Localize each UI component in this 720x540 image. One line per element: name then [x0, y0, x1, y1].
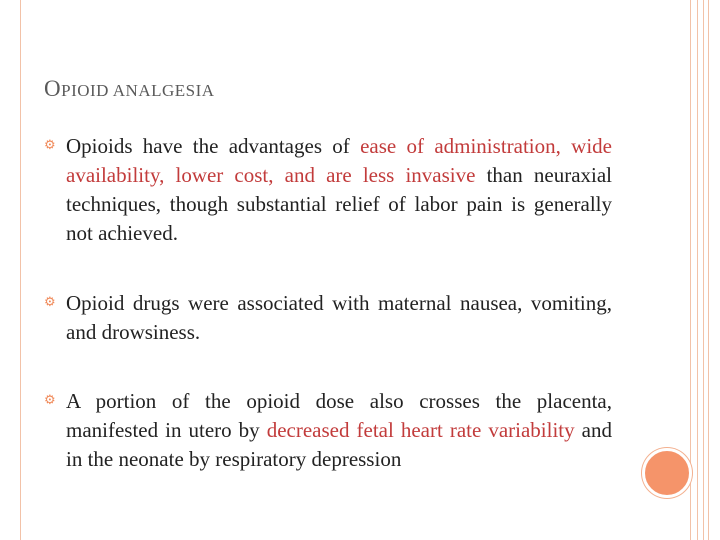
- slide-title: [44, 76, 215, 102]
- slide-title-rest: PIOID ANALGESIA: [61, 81, 215, 100]
- bullet-text: A portion of the opioid dose also crosses the placenta, manifested in utero by: [66, 389, 612, 442]
- bullet-text: Opioid drugs were associated with maternal nausea, vomiting, and drowsiness.: [66, 291, 612, 344]
- settings-gear-icon: ⚙: [44, 393, 56, 408]
- decorative-circle: [642, 448, 692, 498]
- bullet-list: [44, 132, 612, 474]
- bullet-item: [44, 132, 612, 248]
- bullet-item: [44, 289, 612, 347]
- settings-gear-icon: ⚙: [44, 295, 56, 310]
- slide-title-initial: O: [44, 76, 62, 101]
- frame-right-line-4: [708, 0, 709, 540]
- settings-gear-icon: ⚙: [44, 138, 56, 153]
- bullet-text: Opioids have the advantages of: [66, 134, 361, 158]
- bullet-highlight: decreased fetal heart rate variability: [266, 418, 575, 442]
- frame-right-line-2: [697, 0, 698, 540]
- bullet-text: than neuraxial techniques, though substantial relief of labor pain is generally not achieved.: [66, 163, 613, 245]
- frame-right-line-1: [690, 0, 691, 540]
- bullet-text: and in the neonate by respiratory depression: [66, 418, 612, 471]
- bullet-item: [44, 387, 612, 474]
- bullet-highlight: ease of administration, wide availability, lower cost, and are less invasive: [66, 134, 613, 187]
- frame-left-line: [20, 0, 21, 540]
- frame-right-line-3: [703, 0, 704, 540]
